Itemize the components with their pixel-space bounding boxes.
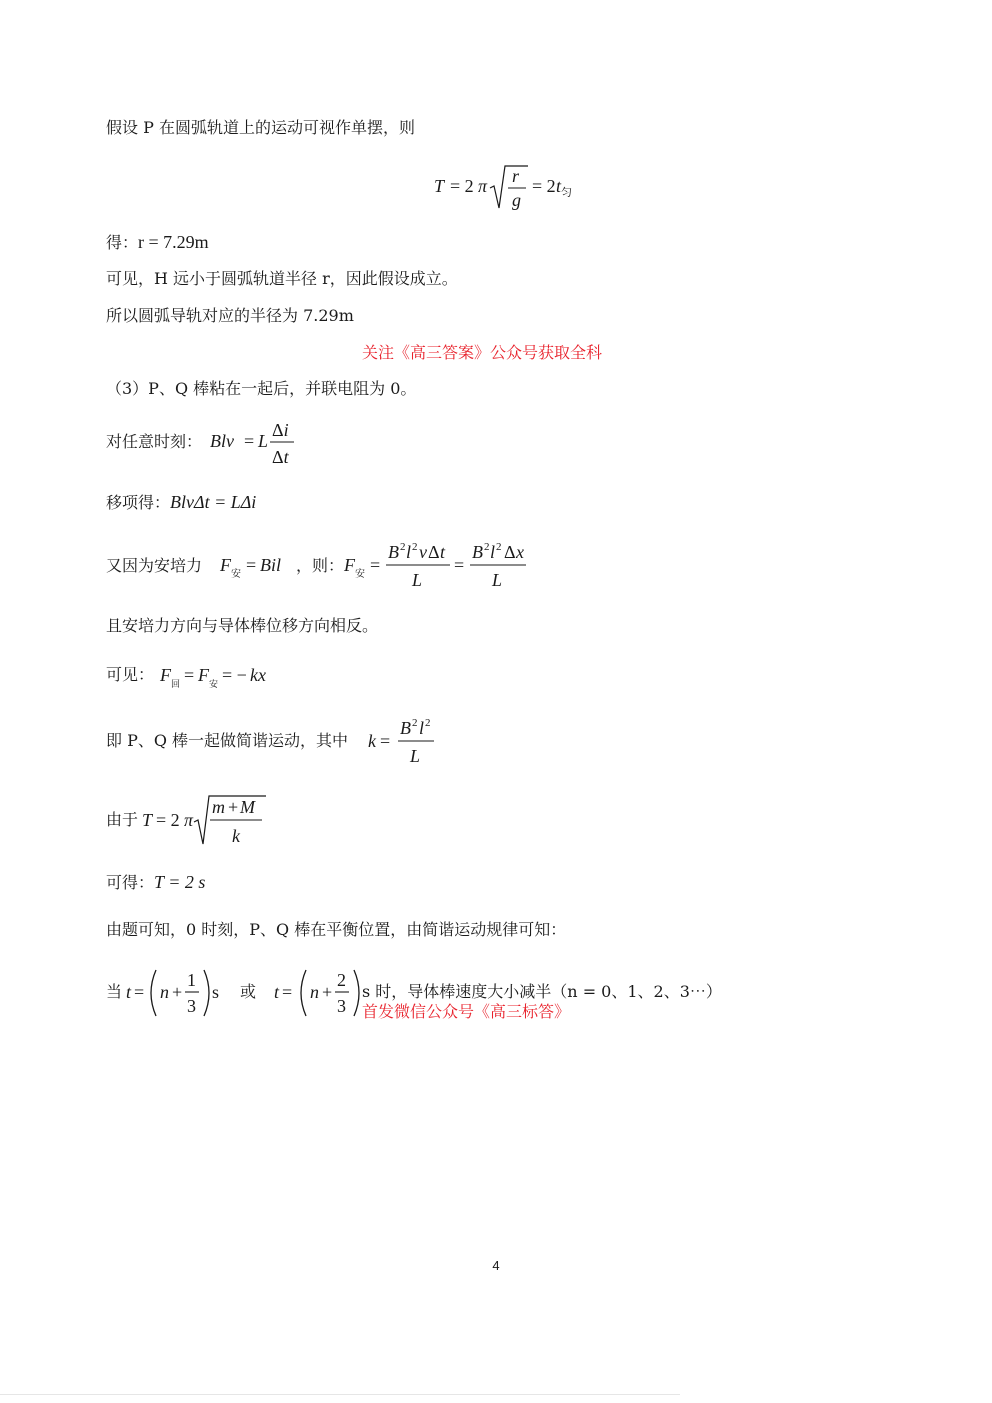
svg-text:回: 回 <box>171 680 181 690</box>
svg-text:3: 3 <box>337 996 346 1016</box>
svg-text:=: = <box>244 431 255 451</box>
svg-text:g: g <box>512 190 521 210</box>
svg-text:B: B <box>400 718 411 738</box>
line-2-prefix: 得： <box>106 233 139 252</box>
text-line-7 <box>106 492 256 513</box>
line-7-equation: BlvΔt = LΔi <box>170 492 257 512</box>
svg-text:= 2: = 2 <box>156 810 180 830</box>
svg-text:2: 2 <box>400 541 406 553</box>
formula-restoring-force <box>158 660 278 690</box>
line-6-prefix: 对任意时刻： <box>106 432 203 451</box>
watermark-top: 关注《高三答案》公众号获取全科 <box>362 343 603 362</box>
svg-text:L: L <box>412 570 423 590</box>
svg-text:B: B <box>388 542 399 562</box>
watermark-bottom: 首发微信公众号《高三标答》 <box>362 1002 571 1021</box>
line-8-prefix: 又因为安培力 <box>106 556 203 575</box>
svg-text:=: = <box>246 555 257 575</box>
text-line-2 <box>106 232 209 253</box>
svg-text:Δt: Δt <box>272 447 289 467</box>
svg-text:r: r <box>512 166 520 186</box>
formula-time-two-thirds <box>272 964 364 1022</box>
svg-text:F: F <box>220 555 231 575</box>
svg-text:m: m <box>212 797 225 817</box>
line-7-prefix: 移项得： <box>106 493 171 512</box>
text-line-8 <box>106 556 202 576</box>
svg-text:M: M <box>240 797 255 817</box>
line-11-prefix: 即 P、Q 棒一起做简谐运动，其中 <box>106 731 349 750</box>
svg-text:t: t <box>556 176 562 196</box>
svg-text:Bil: Bil <box>260 555 281 575</box>
svg-text:kx: kx <box>250 665 266 685</box>
svg-text:2: 2 <box>337 970 346 990</box>
svg-text:2: 2 <box>496 541 502 553</box>
text-line-6 <box>106 432 202 452</box>
svg-text:安: 安 <box>209 680 219 690</box>
svg-text:F: F <box>198 665 209 685</box>
svg-text:L: L <box>492 570 503 590</box>
line-13-equation: T = 2 s <box>154 872 206 892</box>
formula-spring-period <box>140 790 270 850</box>
svg-text:Δ: Δ <box>428 542 440 562</box>
text-line-4: 所以圆弧导轨对应的半径为 7.29m <box>106 306 354 325</box>
svg-text:T: T <box>434 176 445 196</box>
svg-text:v: v <box>419 542 427 562</box>
svg-text:l: l <box>490 542 496 562</box>
bottom-divider <box>0 1394 680 1395</box>
svg-text:t: t <box>274 982 280 1002</box>
svg-text:L: L <box>258 431 269 451</box>
formula-ampere-force-fraction <box>342 538 532 594</box>
line-15-suffix: s 时，导体棒速度大小减半（n = 0、1、2、3⋯） <box>362 982 722 1001</box>
text-line-5: （3）P、Q 棒粘在一起后，并联电阻为 0。 <box>106 379 417 398</box>
svg-text:t: t <box>440 542 446 562</box>
svg-text:L: L <box>410 746 421 766</box>
svg-text:l: l <box>406 542 412 562</box>
svg-text:n: n <box>160 982 169 1002</box>
svg-text:安: 安 <box>231 569 241 580</box>
formula-ampere-force-bil <box>218 550 304 580</box>
svg-text:k: k <box>368 731 376 751</box>
line-10-prefix: 可见： <box>106 665 155 684</box>
svg-text:t: t <box>126 982 132 1002</box>
svg-text:=: = <box>454 555 465 575</box>
svg-text:2: 2 <box>425 717 431 729</box>
svg-text:+: + <box>322 982 333 1002</box>
svg-text:+: + <box>172 982 183 1002</box>
svg-text:=: = <box>282 982 293 1002</box>
line-13-prefix: 可得： <box>106 873 155 892</box>
text-line-1: 假设 P 在圆弧轨道上的运动可视作单摆，则 <box>106 118 415 137</box>
svg-text:B: B <box>472 542 483 562</box>
svg-text:=: = <box>380 731 391 751</box>
svg-text:π: π <box>184 810 194 830</box>
text-line-14: 由题可知，0 时刻，P、Q 棒在平衡位置，由简谐运动规律可知： <box>106 920 567 939</box>
svg-text:s: s <box>212 982 220 1002</box>
svg-text:=: = <box>370 555 381 575</box>
svg-text:安: 安 <box>355 569 365 580</box>
text-line-12 <box>106 810 138 830</box>
svg-text:=: = <box>134 982 145 1002</box>
text-line-9: 且安培力方向与导体棒位移方向相反。 <box>106 616 379 635</box>
svg-text:π: π <box>478 176 488 196</box>
svg-text:k: k <box>232 826 240 846</box>
svg-text:x: x <box>516 542 524 562</box>
text-line-11 <box>106 731 348 751</box>
svg-text:3: 3 <box>187 996 196 1016</box>
formula-pendulum-period <box>432 160 562 216</box>
svg-text:Blv: Blv <box>210 431 234 451</box>
svg-text:= 2: = 2 <box>450 176 474 196</box>
svg-text:匀: 匀 <box>561 186 572 198</box>
formula-subscript-yun <box>561 184 577 198</box>
svg-text:Δ: Δ <box>504 542 516 562</box>
line-12-prefix: 由于 <box>106 810 139 829</box>
svg-text:=: = <box>184 665 195 685</box>
svg-text:T: T <box>142 810 153 830</box>
svg-text:2: 2 <box>484 541 490 553</box>
page-number: 4 <box>492 1258 500 1273</box>
svg-text:+: + <box>228 797 239 817</box>
formula-blv-ldi-dt <box>210 418 310 470</box>
svg-text:= 2: = 2 <box>532 176 556 196</box>
svg-text:2: 2 <box>412 717 418 729</box>
svg-text:n: n <box>310 982 319 1002</box>
svg-text:l: l <box>419 718 425 738</box>
line-15-or: 或 <box>240 982 257 1001</box>
svg-text:2: 2 <box>412 541 418 553</box>
text-line-13 <box>106 872 205 893</box>
svg-text:1: 1 <box>187 970 196 990</box>
svg-text:F: F <box>344 555 355 575</box>
svg-text:F: F <box>160 665 171 685</box>
line-8-mid: ，则： <box>296 556 345 575</box>
formula-time-one-third <box>124 964 224 1022</box>
formula-k-definition <box>366 714 446 770</box>
svg-text:Δi: Δi <box>272 420 289 440</box>
line-2-equation: r = 7.29m <box>138 232 209 252</box>
text-line-15-prefix: 当 <box>106 982 123 1001</box>
svg-text:= −: = − <box>222 665 247 685</box>
text-line-10 <box>106 665 154 685</box>
text-line-3: 可见，H 远小于圆弧轨道半径 r，因此假设成立。 <box>106 269 458 288</box>
